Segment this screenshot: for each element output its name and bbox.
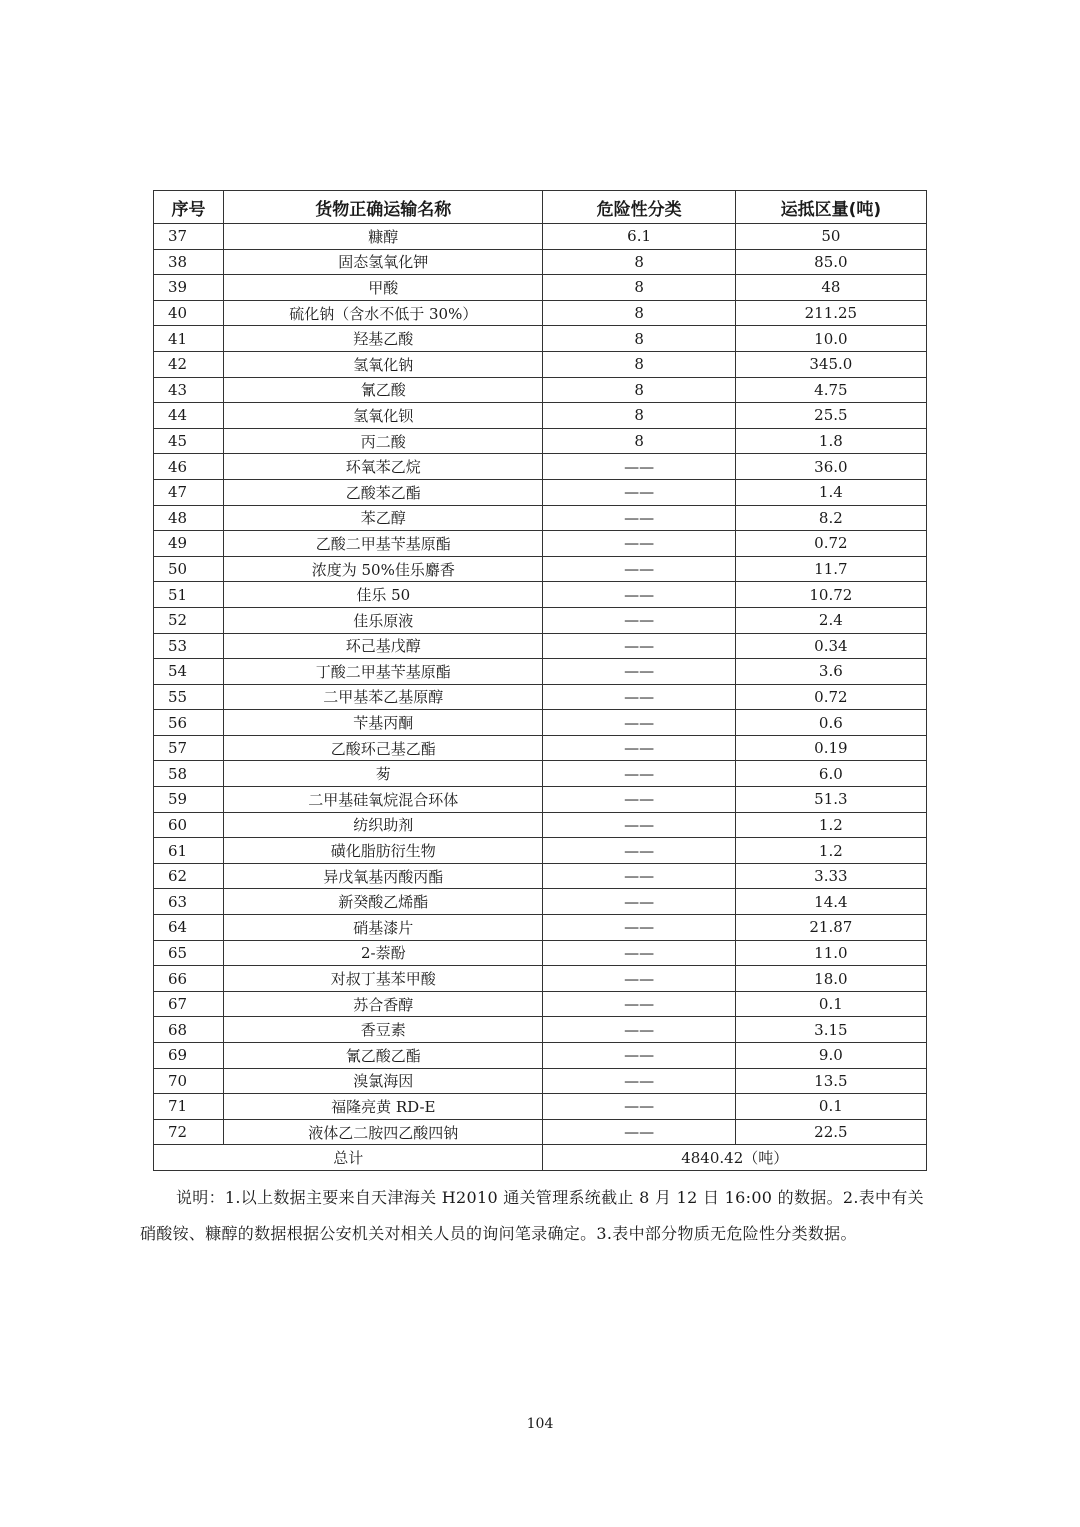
cell-hazard-class: —— [543, 684, 735, 710]
table-row [154, 787, 927, 813]
table-row [154, 249, 927, 275]
cell-hazard-class: —— [543, 531, 735, 557]
cell-quantity: 50 [735, 224, 926, 250]
cell-serial: 60 [154, 812, 224, 838]
cell-quantity: 1.4 [735, 479, 926, 505]
table-row [154, 607, 927, 633]
cell-cargo-name: 福隆亮黄 RD-E [224, 1094, 543, 1120]
cell-quantity: 345.0 [735, 351, 926, 377]
cell-serial: 56 [154, 710, 224, 736]
cell-quantity: 1.2 [735, 812, 926, 838]
cell-serial: 64 [154, 915, 224, 941]
page-number: 104 [526, 1416, 554, 1432]
cell-quantity: 0.72 [735, 684, 926, 710]
cell-quantity: 85.0 [735, 249, 926, 275]
cell-serial: 52 [154, 607, 224, 633]
cell-quantity: 0.1 [735, 991, 926, 1017]
cell-cargo-name: 氢氧化钡 [224, 403, 543, 429]
cell-quantity: 1.2 [735, 838, 926, 864]
cell-quantity: 4.75 [735, 377, 926, 403]
cell-hazard-class: —— [543, 735, 735, 761]
cell-serial: 61 [154, 838, 224, 864]
table-row [154, 1094, 927, 1120]
cell-hazard-class: 8 [543, 351, 735, 377]
table-row [154, 838, 927, 864]
cell-hazard-class: —— [543, 633, 735, 659]
table-row [154, 531, 927, 557]
cell-serial: 59 [154, 787, 224, 813]
table-row [154, 300, 927, 326]
table-row [154, 966, 927, 992]
cell-hazard-class: 8 [543, 275, 735, 301]
cell-cargo-name: 溴氯海因 [224, 1068, 543, 1094]
table-row [154, 940, 927, 966]
cell-cargo-name: 异戊氧基丙酸丙酯 [224, 863, 543, 889]
cell-quantity: 3.15 [735, 1017, 926, 1043]
cell-hazard-class: —— [543, 659, 735, 685]
table-row [154, 991, 927, 1017]
table-body [154, 224, 927, 1145]
cell-serial: 58 [154, 761, 224, 787]
cell-hazard-class: 8 [543, 249, 735, 275]
cell-quantity: 0.6 [735, 710, 926, 736]
cell-hazard-class: —— [543, 1094, 735, 1120]
cell-serial: 71 [154, 1094, 224, 1120]
cell-hazard-class: —— [543, 607, 735, 633]
header-cargo-name: 货物正确运输名称 [224, 191, 543, 224]
cell-hazard-class: —— [543, 556, 735, 582]
cell-hazard-class: —— [543, 991, 735, 1017]
cell-serial: 67 [154, 991, 224, 1017]
cell-cargo-name: 糠醇 [224, 224, 543, 250]
table-row [154, 889, 927, 915]
cell-hazard-class: —— [543, 454, 735, 480]
cell-hazard-class: —— [543, 889, 735, 915]
cell-serial: 62 [154, 863, 224, 889]
cell-serial: 39 [154, 275, 224, 301]
cell-hazard-class: —— [543, 1043, 735, 1069]
cell-cargo-name: 茐 [224, 761, 543, 787]
cell-serial: 41 [154, 326, 224, 352]
cell-cargo-name: 甲酸 [224, 275, 543, 301]
cell-cargo-name: 环己基戊醇 [224, 633, 543, 659]
cell-hazard-class: —— [543, 838, 735, 864]
cell-quantity: 6.0 [735, 761, 926, 787]
cargo-table [153, 190, 927, 1171]
cell-hazard-class: —— [543, 761, 735, 787]
cell-hazard-class: —— [543, 915, 735, 941]
cell-cargo-name: 氰乙酸 [224, 377, 543, 403]
cell-serial: 55 [154, 684, 224, 710]
cell-hazard-class: —— [543, 505, 735, 531]
cell-quantity: 3.33 [735, 863, 926, 889]
header-serial: 序号 [154, 191, 224, 224]
cell-serial: 46 [154, 454, 224, 480]
cell-cargo-name: 香豆素 [224, 1017, 543, 1043]
cell-quantity: 14.4 [735, 889, 926, 915]
table-row [154, 735, 927, 761]
cell-quantity: 10.72 [735, 582, 926, 608]
cell-hazard-class: —— [543, 1017, 735, 1043]
table-row [154, 351, 927, 377]
cell-cargo-name: 乙酸二甲基苄基原酯 [224, 531, 543, 557]
cell-serial: 68 [154, 1017, 224, 1043]
table-row [154, 403, 927, 429]
cell-quantity: 10.0 [735, 326, 926, 352]
cell-quantity: 36.0 [735, 454, 926, 480]
table-row [154, 659, 927, 685]
cell-quantity: 0.19 [735, 735, 926, 761]
cell-quantity: 0.1 [735, 1094, 926, 1120]
cell-cargo-name: 氰乙酸乙酯 [224, 1043, 543, 1069]
cell-quantity: 3.6 [735, 659, 926, 685]
cell-hazard-class: —— [543, 710, 735, 736]
cell-serial: 63 [154, 889, 224, 915]
cell-serial: 65 [154, 940, 224, 966]
cell-hazard-class: —— [543, 787, 735, 813]
cell-hazard-class: 8 [543, 326, 735, 352]
cell-serial: 51 [154, 582, 224, 608]
table-row [154, 684, 927, 710]
table-row [154, 505, 927, 531]
table-row [154, 275, 927, 301]
table-row [154, 582, 927, 608]
cell-quantity: 211.25 [735, 300, 926, 326]
cell-serial: 37 [154, 224, 224, 250]
table-header-row [154, 191, 927, 224]
total-label: 总计 [154, 1145, 543, 1171]
cell-quantity: 9.0 [735, 1043, 926, 1069]
cell-serial: 49 [154, 531, 224, 557]
cell-hazard-class: 8 [543, 403, 735, 429]
cell-quantity: 2.4 [735, 607, 926, 633]
cell-cargo-name: 佳乐原液 [224, 607, 543, 633]
cell-cargo-name: 丁酸二甲基苄基原酯 [224, 659, 543, 685]
cell-hazard-class: —— [543, 940, 735, 966]
cell-cargo-name: 纺织助剂 [224, 812, 543, 838]
cell-cargo-name: 磺化脂肪衍生物 [224, 838, 543, 864]
cell-cargo-name: 二甲基苯乙基原醇 [224, 684, 543, 710]
cell-quantity: 1.8 [735, 428, 926, 454]
cell-cargo-name: 苯乙醇 [224, 505, 543, 531]
cell-quantity: 25.5 [735, 403, 926, 429]
table-row [154, 1043, 927, 1069]
table-row [154, 377, 927, 403]
table-row [154, 863, 927, 889]
table-row [154, 326, 927, 352]
cell-cargo-name: 硝基漆片 [224, 915, 543, 941]
cell-cargo-name: 2-萘酚 [224, 940, 543, 966]
cell-hazard-class: —— [543, 966, 735, 992]
cell-serial: 48 [154, 505, 224, 531]
cell-cargo-name: 佳乐 50 [224, 582, 543, 608]
cell-hazard-class: 8 [543, 428, 735, 454]
cell-serial: 38 [154, 249, 224, 275]
cell-hazard-class: —— [543, 812, 735, 838]
cell-cargo-name: 乙酸苯乙酯 [224, 479, 543, 505]
cell-quantity: 11.7 [735, 556, 926, 582]
table-row [154, 1119, 927, 1145]
cell-cargo-name: 对叔丁基苯甲酸 [224, 966, 543, 992]
cell-serial: 50 [154, 556, 224, 582]
cell-quantity: 0.34 [735, 633, 926, 659]
header-quantity: 运抵区量(吨) [735, 191, 926, 224]
cell-serial: 43 [154, 377, 224, 403]
table-row [154, 915, 927, 941]
cell-cargo-name: 二甲基硅氧烷混合环体 [224, 787, 543, 813]
cell-cargo-name: 丙二酸 [224, 428, 543, 454]
cell-cargo-name: 乙酸环己基乙酯 [224, 735, 543, 761]
cell-quantity: 13.5 [735, 1068, 926, 1094]
cell-cargo-name: 硫化钠（含水不低于 30%） [224, 300, 543, 326]
table-row [154, 761, 927, 787]
cell-quantity: 48 [735, 275, 926, 301]
cell-serial: 44 [154, 403, 224, 429]
cell-cargo-name: 固态氢氧化钾 [224, 249, 543, 275]
cell-cargo-name: 羟基乙酸 [224, 326, 543, 352]
cell-quantity: 11.0 [735, 940, 926, 966]
total-row [154, 1145, 927, 1171]
cell-serial: 45 [154, 428, 224, 454]
cell-hazard-class: 8 [543, 300, 735, 326]
cell-serial: 69 [154, 1043, 224, 1069]
cell-serial: 42 [154, 351, 224, 377]
cargo-table-container [153, 190, 927, 1171]
table-row [154, 479, 927, 505]
cell-serial: 54 [154, 659, 224, 685]
cell-cargo-name: 苏合香醇 [224, 991, 543, 1017]
explanatory-note: 说明：1.以上数据主要来自天津海关 H2010 通关管理系统截止 8 月 12 日 16:00 的数据。2.表中有关硝酸铵、糠醇的数据根据公安机关对相关人员的询问笔录确定。3.表中部分物质无危险性分类数据。 [140, 1188, 924, 1243]
cell-cargo-name: 浓度为 50%佳乐麝香 [224, 556, 543, 582]
cell-hazard-class: 8 [543, 377, 735, 403]
table-row [154, 1068, 927, 1094]
table-row [154, 633, 927, 659]
cell-quantity: 22.5 [735, 1119, 926, 1145]
cell-hazard-class: 6.1 [543, 224, 735, 250]
cell-quantity: 18.0 [735, 966, 926, 992]
cell-serial: 70 [154, 1068, 224, 1094]
cell-serial: 72 [154, 1119, 224, 1145]
cell-cargo-name: 环氧苯乙烷 [224, 454, 543, 480]
cell-serial: 66 [154, 966, 224, 992]
cell-cargo-name: 苄基丙酮 [224, 710, 543, 736]
total-value: 4840.42（吨） [543, 1145, 927, 1171]
table-row [154, 224, 927, 250]
cell-hazard-class: —— [543, 582, 735, 608]
cell-serial: 40 [154, 300, 224, 326]
cell-cargo-name: 液体乙二胺四乙酸四钠 [224, 1119, 543, 1145]
cell-quantity: 51.3 [735, 787, 926, 813]
table-row [154, 710, 927, 736]
cell-quantity: 0.72 [735, 531, 926, 557]
table-row [154, 454, 927, 480]
cell-cargo-name: 氢氧化钠 [224, 351, 543, 377]
cell-hazard-class: —— [543, 1119, 735, 1145]
cell-serial: 53 [154, 633, 224, 659]
table-row [154, 428, 927, 454]
cell-hazard-class: —— [543, 863, 735, 889]
cell-quantity: 8.2 [735, 505, 926, 531]
table-row [154, 812, 927, 838]
table-row [154, 556, 927, 582]
cell-cargo-name: 新癸酸乙烯酯 [224, 889, 543, 915]
table-row [154, 1017, 927, 1043]
cell-quantity: 21.87 [735, 915, 926, 941]
cell-hazard-class: —— [543, 479, 735, 505]
cell-serial: 47 [154, 479, 224, 505]
header-hazard-class: 危险性分类 [543, 191, 735, 224]
cell-hazard-class: —— [543, 1068, 735, 1094]
cell-serial: 57 [154, 735, 224, 761]
